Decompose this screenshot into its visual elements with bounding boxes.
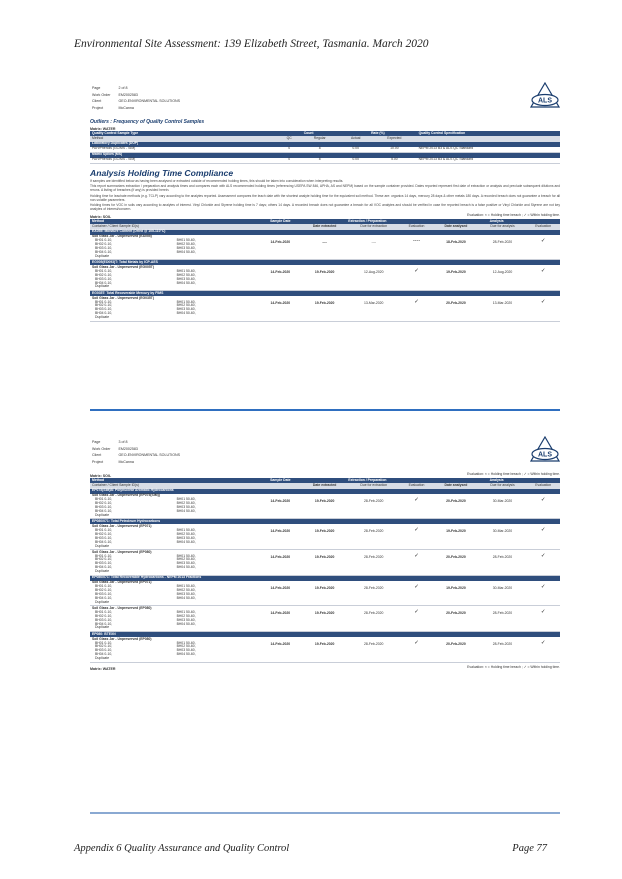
th-evaluation: Evaluation [408, 224, 425, 229]
qc-row-actual: 0.00 [339, 158, 372, 164]
container-name: Soil Glass Jar - Unpreserved (EP071) [92, 523, 152, 528]
meta-work-order: EM2002583 [118, 92, 138, 97]
extraction-evaluation: ✓ [400, 581, 434, 606]
report-page-2 [90, 438, 560, 671]
sample-id: BH02 50-60, [176, 242, 196, 247]
report-page-1 [90, 84, 560, 322]
qc-head-type: Quality Control Sample Type [92, 130, 139, 135]
meta-label-work-order: Work Order [92, 446, 111, 451]
footer-appendix: Appendix 6 Quality Assurance and Quality Control [74, 843, 290, 854]
th-evaluation: Evaluation [535, 224, 552, 229]
date-extracted: 19-Feb-2020 [301, 296, 347, 321]
sample-id: Duplicate [95, 656, 110, 661]
due-analysis: 30-Mar-2020 [479, 524, 527, 549]
qc-sub-regular: Regular [313, 136, 326, 141]
date-extracted: ---- [301, 235, 347, 260]
analyte-group-title: EP080/071: Total Recoverable Hydrocarbons - NEPM 2013 Fractions [92, 575, 202, 580]
qc-row-actual: 0.00 [339, 147, 372, 153]
als-logo-text: ALS [538, 451, 552, 459]
meta-label-client: Client [92, 99, 102, 104]
document-title: Environmental Site Assessment: 139 Elizabeth Street, Tasmania. March 2020 [74, 38, 429, 50]
container-name: Soil Glass Jar - Unpreserved (EP080) [92, 549, 152, 554]
sample-id: BH01 50-60, [176, 609, 196, 614]
sample-id: BH04 0-10, [95, 652, 113, 657]
analysis-evaluation: ✓ [526, 235, 560, 260]
evaluation-legend: Evaluation: × = Holding time breach ; ✓ = Within holding time. [467, 664, 560, 669]
sample-id: BH03 50-60, [176, 617, 196, 622]
sample-id: BH02 50-60, [176, 531, 196, 536]
matrix-water-label: Matrix: WATER [90, 666, 116, 671]
date-extracted: 19-Feb-2020 [301, 550, 347, 576]
th-analysis: Analysis [489, 477, 504, 482]
sample-id: BH03 50-60, [176, 504, 196, 509]
meta-label-work-order: Work Order [92, 92, 111, 97]
sample-id: BH01 0-10, [95, 553, 113, 558]
container-name: Soil Glass Jar - Unpreserved (EP071) [92, 580, 152, 585]
analyte-group-title: EP080: BTEXN [92, 631, 116, 636]
sample-id: Duplicate [95, 315, 110, 320]
sample-id: Duplicate [95, 543, 110, 548]
analyte-group-title: EP080/071: Total Petroleum Hydrocarbons [92, 518, 161, 523]
container-name: Soil Glass Jar - Unpreserved (EP080) [92, 636, 152, 641]
sample-id: BH04 0-10, [95, 539, 113, 544]
sample-id: BH04 0-10, [95, 311, 113, 316]
sample-id: BH04 50-60, [176, 311, 196, 316]
date-extracted: 19-Feb-2020 [301, 606, 347, 632]
page-meta [90, 438, 188, 466]
sample-date: 14-Feb-2020 [259, 524, 301, 549]
analysis-evaluation: ✓ [526, 606, 560, 632]
sample-id: BH01 0-10, [95, 238, 113, 243]
sample-id: BH04 0-10, [95, 280, 113, 285]
due-analysis: 30-Mar-2020 [479, 581, 527, 606]
date-analysed: 20-Feb-2020 [433, 296, 478, 321]
qc-sub-method: Method [92, 136, 104, 141]
date-analysed: 20-Feb-2020 [433, 550, 478, 576]
sample-id: BH04 0-10, [95, 595, 113, 600]
qc-row-regular: 8 [300, 158, 339, 164]
due-extraction: 28-Feb-2020 [348, 637, 400, 662]
th-method: Method [92, 477, 105, 482]
sample-id: Duplicate [95, 599, 110, 604]
sample-id: BH03 50-60, [176, 592, 196, 597]
sample-date: 14-Feb-2020 [259, 606, 301, 632]
sample-id: BH01 50-60, [176, 640, 196, 645]
analysis-evaluation: ✓ [526, 265, 560, 290]
due-analysis: 28-Feb-2020 [479, 637, 527, 662]
sample-id: Duplicate [95, 625, 110, 630]
holding-time-para-1: If samples are identified below as having been analysed or extracted outside of recommended holding times, this should be taken into consideration when interpreting results. [90, 178, 344, 183]
qc-row-expected: 10.00 [372, 147, 416, 153]
th-extraction: Extraction / Preparation [348, 477, 387, 482]
sample-id: BH04 50-60, [176, 652, 196, 657]
date-extracted: 19-Feb-2020 [301, 581, 347, 606]
th-method: Method [92, 218, 105, 223]
analysis-evaluation: ✓ [526, 637, 560, 662]
date-analysed: 19-Feb-2020 [433, 524, 478, 549]
qc-row-spec: NEPM 2013 B3 & ALS QC Standard [417, 147, 560, 153]
sample-id: BH02 50-60, [176, 501, 196, 506]
holding-time-row [90, 296, 560, 321]
sample-id: Duplicate [95, 284, 110, 289]
sample-id: BH04 50-60, [176, 508, 196, 513]
sample-id: Duplicate [95, 512, 110, 517]
sample-id: Duplicate [95, 569, 110, 574]
sample-date: 14-Feb-2020 [259, 235, 301, 260]
meta-label-project: Project [92, 459, 104, 464]
meta-project: McCanna [118, 105, 134, 110]
sample-id: BH04 50-60, [176, 621, 196, 626]
qc-sub-qc: QC [286, 136, 292, 141]
th-date-extracted: Date extracted [312, 224, 337, 229]
sample-id: BH01 50-60, [176, 238, 196, 243]
analysis-evaluation: ✓ [526, 494, 560, 519]
sample-id: BH04 50-60, [176, 539, 196, 544]
th-due-extraction: Due for extraction [360, 483, 388, 488]
sample-id: BH02 0-10, [95, 557, 113, 562]
sample-id: BH02 50-60, [176, 557, 196, 562]
extraction-evaluation: ✓ [400, 296, 434, 321]
sample-id: BH02 0-10, [95, 531, 113, 536]
sample-id: BH03 0-10, [95, 648, 113, 653]
outliers-title: Outliers : Frequency of Quality Control Samples [90, 119, 205, 126]
sample-id: BH01 50-60, [176, 299, 196, 304]
sample-id: BH03 50-60, [176, 276, 196, 281]
holding-time-title: Analysis Holding Time Compliance [90, 167, 234, 178]
due-extraction: 12-Aug-2020 [348, 265, 400, 290]
date-analysed: 20-Feb-2020 [433, 494, 478, 519]
analyte-group-title: EP075(SIM)B: Polynuclear Aromatic Hydrocarbons [92, 488, 174, 493]
th-sample-date: Sample Date [270, 218, 291, 223]
sample-id: BH03 0-10, [95, 504, 113, 509]
holding-time-row [90, 637, 560, 662]
th-extraction: Extraction / Preparation [348, 218, 387, 223]
analyte-group-title: EA055: Moisture Content (Dried @ 105-110°C) [92, 229, 166, 234]
sample-id: BH03 50-60, [176, 561, 196, 566]
als-logo [530, 436, 560, 462]
sample-id: BH04 0-10, [95, 565, 113, 570]
als-logo [530, 82, 560, 108]
sample-id: BH02 0-10, [95, 613, 113, 618]
th-evaluation: Evaluation [408, 483, 425, 488]
sample-id: BH03 50-60, [176, 535, 196, 540]
als-logo-text: ALS [538, 97, 552, 105]
holding-time-para-3: Holding time for leachate methods (e.g. TCLP) vary according to the analytes reported. Assessment compares the leach date with the shortest analyte holding time for the equivalent soil method. These are: organics 14 days, mercury 28 days & other metals 180 days. A recorded breach does not guarantee a breach for all non-volatile parameters. [90, 193, 560, 202]
meta-label-page: Page [92, 86, 101, 90]
sample-date: 14-Feb-2020 [259, 265, 301, 290]
matrix-soil-label: Matrix: SOIL [90, 215, 112, 220]
sample-id: BH04 50-60, [176, 595, 196, 600]
sample-id: BH01 0-10, [95, 609, 113, 614]
date-analysed: 19-Feb-2020 [433, 581, 478, 606]
sample-id: BH01 50-60, [176, 553, 196, 558]
sample-id: BH03 0-10, [95, 617, 113, 622]
sample-id: BH01 0-10, [95, 497, 113, 502]
qc-head-count: Count [303, 130, 314, 135]
date-analysed: 20-Feb-2020 [433, 637, 478, 662]
holding-time-row [90, 524, 560, 549]
sample-id: BH03 50-60, [176, 648, 196, 653]
meta-label-page: Page [92, 440, 101, 444]
date-analysed: 20-Feb-2020 [433, 606, 478, 632]
sample-id: BH04 50-60, [176, 565, 196, 570]
sample-id: BH03 0-10, [95, 307, 113, 312]
sample-id: BH01 0-10, [95, 584, 113, 589]
extraction-evaluation: ✓ [400, 550, 434, 576]
date-analysed: 18-Feb-2020 [433, 235, 478, 260]
date-analysed: 19-Feb-2020 [433, 265, 478, 290]
sample-id: BH03 0-10, [95, 561, 113, 566]
sample-id: BH03 0-10, [95, 245, 113, 250]
sample-id: BH02 50-60, [176, 613, 196, 618]
qc-sub-expected: Expected [387, 136, 402, 141]
qc-head-rate: Rate (%) [371, 130, 385, 135]
sample-date: 14-Feb-2020 [259, 550, 301, 576]
holding-time-table [90, 219, 560, 321]
holding-time-para-2: This report summarizes extraction / preparation and analysis times and compares each with ALS recommended holding times (referencing USEPA SW 846, APHA, AS and NEPM) based on the sample container provided. Dates reported represent first date of extraction or analysis and preclude subsequent dilutions and reruns. A listing of breaches (if any) is provided herein. [90, 184, 560, 193]
th-date-analysed: Date analysed [444, 224, 468, 229]
due-extraction: 28-Feb-2020 [348, 524, 400, 549]
sample-id: BH01 0-10, [95, 527, 113, 532]
sample-id: BH02 50-60, [176, 303, 196, 308]
due-analysis: 28-Feb-2020 [479, 235, 527, 260]
sample-date: 14-Feb-2020 [259, 494, 301, 519]
due-extraction: 13-Mar-2020 [348, 296, 400, 321]
due-extraction: 28-Feb-2020 [348, 606, 400, 632]
page-meta [90, 84, 188, 112]
due-analysis: 12-Aug-2020 [479, 265, 527, 290]
sample-id: BH01 0-10, [95, 268, 113, 273]
th-due-extraction: Due for extraction [360, 224, 388, 229]
sample-id: BH03 0-10, [95, 535, 113, 540]
sample-date: 14-Feb-2020 [259, 296, 301, 321]
due-extraction: 28-Feb-2020 [348, 494, 400, 519]
th-due-analysis: Due for analysis [490, 483, 515, 488]
meta-client: GEO-ENVIRONMENTAL SOLUTIONS [118, 453, 181, 458]
sample-id: BH02 0-10, [95, 588, 113, 593]
qc-group-dup: Laboratory Duplicates (DUP) [92, 141, 139, 146]
container-name: Soil Glass Jar - Unpreserved (EP080) [92, 605, 152, 610]
th-container: Container / Client Sample ID(s) [92, 224, 139, 229]
container-name: Soil Glass Jar - Unpreserved (EG005T) [92, 264, 154, 269]
sample-id: BH01 50-60, [176, 268, 196, 273]
date-extracted: 19-Feb-2020 [301, 265, 347, 290]
extraction-evaluation: ---- [400, 235, 434, 260]
due-analysis: 30-Mar-2020 [479, 494, 527, 519]
due-extraction: 28-Feb-2020 [348, 550, 400, 576]
sample-id: BH03 50-60, [176, 245, 196, 250]
extraction-evaluation: ✓ [400, 265, 434, 290]
date-extracted: 19-Feb-2020 [301, 637, 347, 662]
qc-row-qc: 0 [278, 147, 300, 153]
sample-id: BH03 0-10, [95, 276, 113, 281]
sample-id: BH01 50-60, [176, 584, 196, 589]
sample-date: 14-Feb-2020 [259, 581, 301, 606]
meta-project: McCanna [118, 459, 134, 464]
sample-id: BH04 50-60, [176, 280, 196, 285]
sample-id: BH01 0-10, [95, 299, 113, 304]
sample-id: BH04 0-10, [95, 249, 113, 254]
holding-time-row [90, 606, 560, 632]
qc-row-regular: 8 [300, 147, 339, 153]
analysis-evaluation: ✓ [526, 550, 560, 576]
sample-id: BH03 50-60, [176, 307, 196, 312]
qc-group-ms: Matrix Spikes (MS) [92, 152, 123, 157]
sample-id: BH02 0-10, [95, 242, 113, 247]
meta-client: GEO-ENVIRONMENTAL SOLUTIONS [118, 99, 181, 104]
sample-id: BH01 0-10, [95, 640, 113, 645]
due-extraction: ---- [348, 235, 400, 260]
qc-row-expected: 5.00 [372, 158, 416, 164]
th-container: Container / Client Sample ID(s) [92, 483, 139, 488]
qc-row-qc: 0 [278, 158, 300, 164]
holding-time-row [90, 235, 560, 260]
page-divider [90, 812, 560, 814]
analysis-evaluation: ✓ [526, 581, 560, 606]
holding-time-row [90, 265, 560, 290]
th-evaluation: Evaluation [535, 483, 552, 488]
meta-page: 2 of 8 [118, 86, 128, 90]
sample-date: 14-Feb-2020 [259, 637, 301, 662]
meta-work-order: EM2002583 [118, 446, 138, 451]
th-due-analysis: Due for analysis [490, 224, 515, 229]
container-name: Soil Glass Jar - Unpreserved (EA055) [92, 234, 152, 239]
analyte-group-title: EG035T: Total Recoverable Mercury by FIMS [92, 290, 164, 295]
analyte-group-title: EG005(ED093)T: Total Metals by ICP-AES [92, 259, 158, 264]
extraction-evaluation: ✓ [400, 494, 434, 519]
evaluation-legend: Evaluation: × = Holding time breach ; ✓ = Within holding time. [467, 213, 560, 218]
date-extracted: 19-Feb-2020 [301, 524, 347, 549]
date-extracted: 19-Feb-2020 [301, 494, 347, 519]
sample-id: BH02 50-60, [176, 588, 196, 593]
container-name: Soil Glass Jar - Unpreserved (EG035T) [92, 295, 154, 300]
sample-id: BH03 0-10, [95, 592, 113, 597]
meta-label-project: Project [92, 105, 104, 110]
holding-time-row [90, 550, 560, 576]
matrix-soil-label: Matrix: SOIL [90, 474, 112, 479]
qc-row-method: PAH/Phenols (GC/MS - SIM) [90, 147, 278, 153]
th-analysis: Analysis [489, 218, 504, 223]
qc-row-method: PAH/Phenols (GC/MS - SIM) [90, 158, 278, 164]
holding-time-table [90, 478, 560, 662]
due-extraction: 28-Feb-2020 [348, 581, 400, 606]
footer-page-number: Page 77 [512, 843, 547, 854]
th-sample-date: Sample Date [270, 477, 291, 482]
extraction-evaluation: ✓ [400, 606, 434, 632]
sample-id: BH02 0-10, [95, 501, 113, 506]
th-date-extracted: Date extracted [312, 483, 337, 488]
sample-id: BH02 0-10, [95, 644, 113, 649]
matrix-water-label: Matrix: WATER [90, 127, 116, 132]
holding-time-para-4: Holding times for VOC in soils vary according to analytes of interest. Vinyl Chloride and Styrene holding time is 7 days; others 14 days. A recorded breach does not guarantee a breach for all VOC analytes and should be verified in case the reported breach is a false positive or Vinyl Chloride and Styrene are not key analytes of interest/concern. [90, 202, 560, 212]
analysis-evaluation: ✓ [526, 296, 560, 321]
evaluation-legend: Evaluation: × = Holding time breach ; ✓ = Within holding time. [467, 472, 560, 477]
meta-label-client: Client [92, 453, 102, 458]
sample-id: BH02 0-10, [95, 272, 113, 277]
sample-id: BH04 0-10, [95, 621, 113, 626]
qc-row-spec: NEPM 2013 B3 & ALS QC Standard [417, 158, 560, 164]
extraction-evaluation: ✓ [400, 637, 434, 662]
qc-head-spec: Quality Control Specification [418, 130, 466, 135]
sample-id: BH04 0-10, [95, 508, 113, 513]
sample-id: BH02 50-60, [176, 644, 196, 649]
holding-time-row [90, 581, 560, 606]
due-analysis: 28-Feb-2020 [479, 606, 527, 632]
holding-time-row [90, 494, 560, 519]
analysis-evaluation: ✓ [526, 524, 560, 549]
qc-frequency-table [90, 131, 560, 164]
container-name: Soil Glass Jar - Unpreserved (EP075(SIM)) [92, 493, 160, 498]
due-analysis: 13-Mar-2020 [479, 296, 527, 321]
meta-page: 3 of 8 [118, 440, 128, 444]
th-date-analysed: Date analysed [444, 483, 468, 488]
page-divider [90, 409, 560, 411]
sample-id: BH02 50-60, [176, 272, 196, 277]
sample-id: BH04 50-60, [176, 249, 196, 254]
due-analysis: 28-Feb-2020 [479, 550, 527, 576]
sample-id: BH01 50-60, [176, 497, 196, 502]
sample-id: BH02 0-10, [95, 303, 113, 308]
extraction-evaluation: ✓ [400, 524, 434, 549]
sample-id: Duplicate [95, 253, 110, 258]
qc-sub-actual: Actual [350, 136, 361, 141]
sample-id: BH01 50-60, [176, 527, 196, 532]
